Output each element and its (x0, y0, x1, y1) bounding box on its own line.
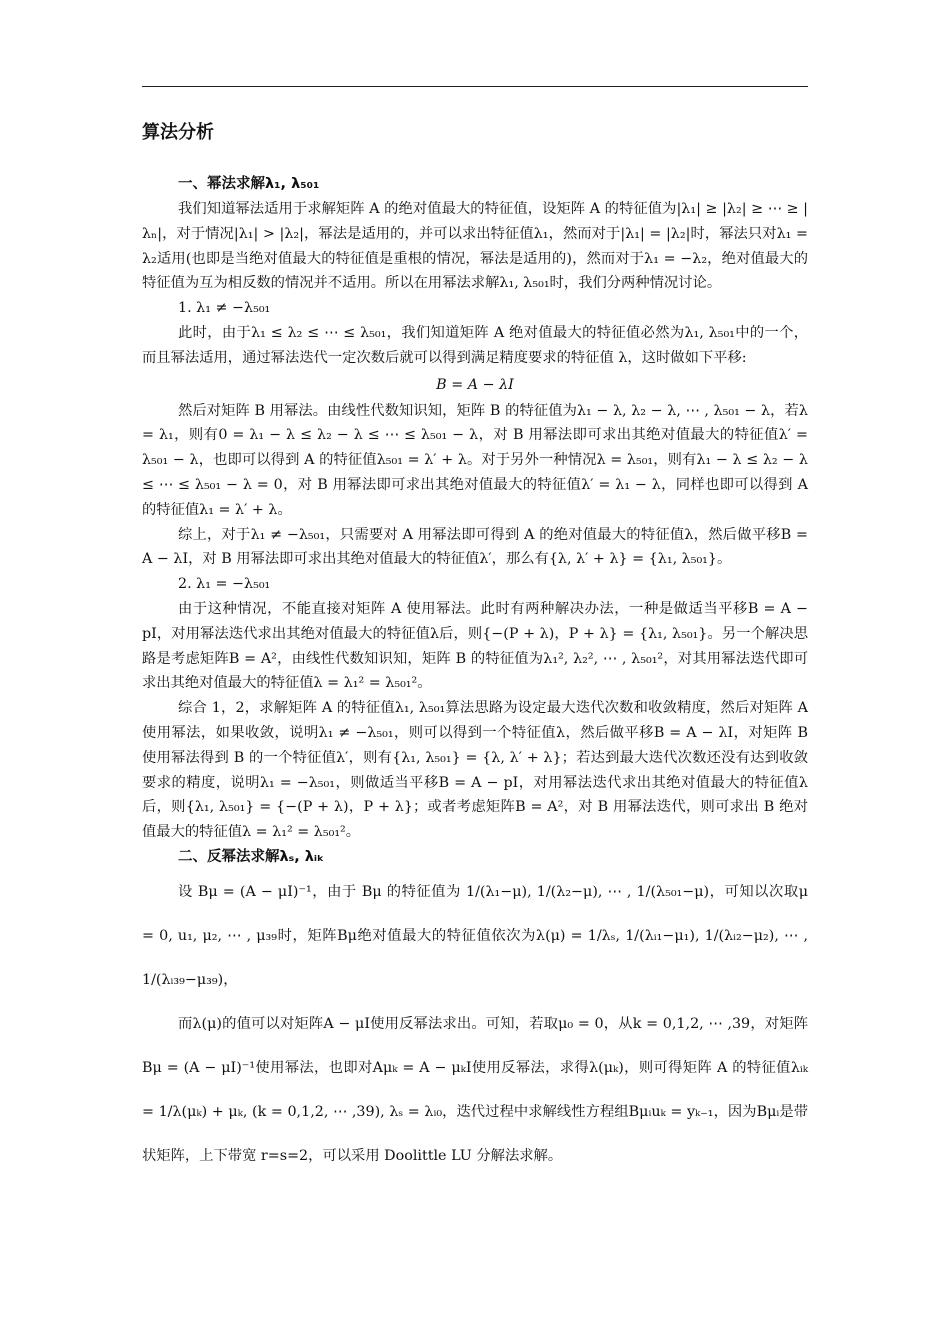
paragraph-case-2: 由于这种情况，不能直接对矩阵 A 使用幂法。此时有两种解决办法，一种是做适当平移B = A − pI，对用幂法迭代求出其绝对值最大的特征值λ后，则{−(P + λ)，P + λ} = {λ₁, λ₅₀₁}。另一个解决思路是考虑矩阵B = A²，由线性代数知识知，矩阵 B 的特征值为λ₁², λ₂², ⋯ , λ₅₀₁²，对其用幂法迭代即可求出其绝对值最大的特征值λ = λ₁² = λ₅₀₁²。 (142, 600, 808, 692)
paragraph-intro: 我们知道幂法适用于求解矩阵 A 的绝对值最大的特征值，设矩阵 A 的特征值为|λ₁| ≥ |λ₂| ≥ ⋯ ≥ |λₙ|，对于情况|λ₁| > |λ₂|，幂法是适用的，并可以求出特征值λ₁，然而对于|λ₁| = |λ₂|时，幂法只对λ₁ = λ₂适用(也即是当绝对值最大的特征值是重根的情况，幂法是适用的)，然而对于λ₁ = −λ₂，绝对值最大的特征值为互为相反数的情况并不适用。所以在用幂法求解λ₁, λ₅₀₁时，我们分两种情况讨论。 (142, 201, 808, 292)
paragraph-inverse-procedure: 而λ(μ)的值可以对矩阵A − μI使用反幂法求出。可知，若取μ₀ = 0，从k = 0,1,2, ⋯ ,39，对矩阵Bμ = (A − μI)⁻¹使用幂法，也即对Aμₖ = A − μₖI使用反幂法，求得λ(μₖ)，则可得矩阵 A 的特征值λᵢₖ = 1/λ(μₖ) + μₖ, (k = 0,1,2, ⋯ ,39), λₛ = λᵢ₀，迭代过程中求解线性方程组Bμᵢuₖ = yₖ₋₁，因为Bμᵢ是带状矩阵，上下带宽 r=s=2，可以采用 Doolittle LU 分解法求解。 (142, 1015, 808, 1164)
header-rule (142, 86, 808, 87)
case-1-label: 1. λ₁ ≠ −λ₅₀₁ (178, 300, 271, 317)
paragraph-case-1: 此时，由于λ₁ ≤ λ₂ ≤ ⋯ ≤ λ₅₀₁，我们知道矩阵 A 绝对值最大的特征值必然为λ₁, λ₅₀₁中的一个，而且幂法适用，通过幂法迭代一定次数后就可以得到满足精度要求的特征值 λ，这时做如下平移: (142, 324, 808, 366)
page-title: 算法分析 (142, 122, 214, 143)
paragraph-overall-summary: 综合 1，2，求解矩阵 A 的特征值λ₁, λ₅₀₁算法思路为设定最大迭代次数和收敛精度，然后对矩阵 A 使用幂法，如果收敛，说明λ₁ ≠ −λ₅₀₁，则可以得到一个特征值λ，然后做平移B = A − λI，对矩阵 B 使用幂法得到 B 的一个特征值λ′，则有{λ₁, λ₅₀₁} = {λ, λ′ + λ}；若达到最大迭代次数还没有达到收敛要求的精度，说明λ₁ = −λ₅₀₁，则做适当平移B = A − pI，对用幂法迭代求出其绝对值最大的特征值λ后，则{λ₁, λ₅₀₁} = {−(P + λ)，P + λ}；或者考虑矩阵B = A²，对 B 用幂法迭代，则可求出 B 绝对值最大的特征值λ = λ₁² = λ₅₀₁²。 (142, 700, 808, 841)
formula-shift: B = A − λI (436, 376, 514, 393)
section-heading-power-method: 一、幂法求解λ₁, λ₅₀₁ (178, 176, 320, 192)
paragraph-case-1-analysis: 然后对矩阵 B 用幂法。由线性代数知识知，矩阵 B 的特征值为λ₁ − λ, λ₂ − λ, ⋯ , λ₅₀₁ − λ，若λ = λ₁，则有0 = λ₁ − λ ≤ λ₂ − λ ≤ ⋯ ≤ λ₅₀₁ − λ，对 B 用幂法即可求出其绝对值最大的特征值λ′ = λ₅₀₁ − λ，也即可以得到 A 的特征值λ₅₀₁ = λ′ + λ。对于另外一种情况λ = λ₅₀₁，则有λ₁ − λ ≤ λ₂ − λ ≤ ⋯ ≤ λ₅₀₁ − λ = 0，对 B 用幂法即可求出其绝对值最大的特征值λ′ = λ₁ − λ，同样也即可以得到 A 的特征值λ₁ = λ′ + λ。 (142, 402, 808, 518)
paragraph-case-1-summary: 综上，对于λ₁ ≠ −λ₅₀₁，只需要对 A 用幂法即可得到 A 的绝对值最大的特征值λ，然后做平移B = A − λI，对 B 用幂法即可求出其绝对值最大的特征值λ′，那么有{λ, λ′ + λ} = {λ₁, λ₅₀₁}。 (142, 526, 808, 568)
document-body (142, 118, 808, 1178)
case-2-label: 2. λ₁ = −λ₅₀₁ (178, 576, 271, 593)
paragraph-inverse-setup: 设 Bμ = (A − μI)⁻¹，由于 Bμ 的特征值为 1/(λ₁−μ), 1/(λ₂−μ), ⋯ , 1/(λ₅₀₁−μ)，可知以次取μ = 0, u₁, μ₂, ⋯ , μ₃₉时，矩阵Bμ绝对值最大的特征值依次为λ(μ) = 1/λₛ, 1/(λᵢ₁−μ₁), 1/(λᵢ₂−μ₂), ⋯ , 1/(λᵢ₃₉−μ₃₉)， (142, 883, 808, 988)
section-heading-inverse-power-method: 二、反幂法求解λₛ, λᵢₖ (178, 848, 325, 865)
